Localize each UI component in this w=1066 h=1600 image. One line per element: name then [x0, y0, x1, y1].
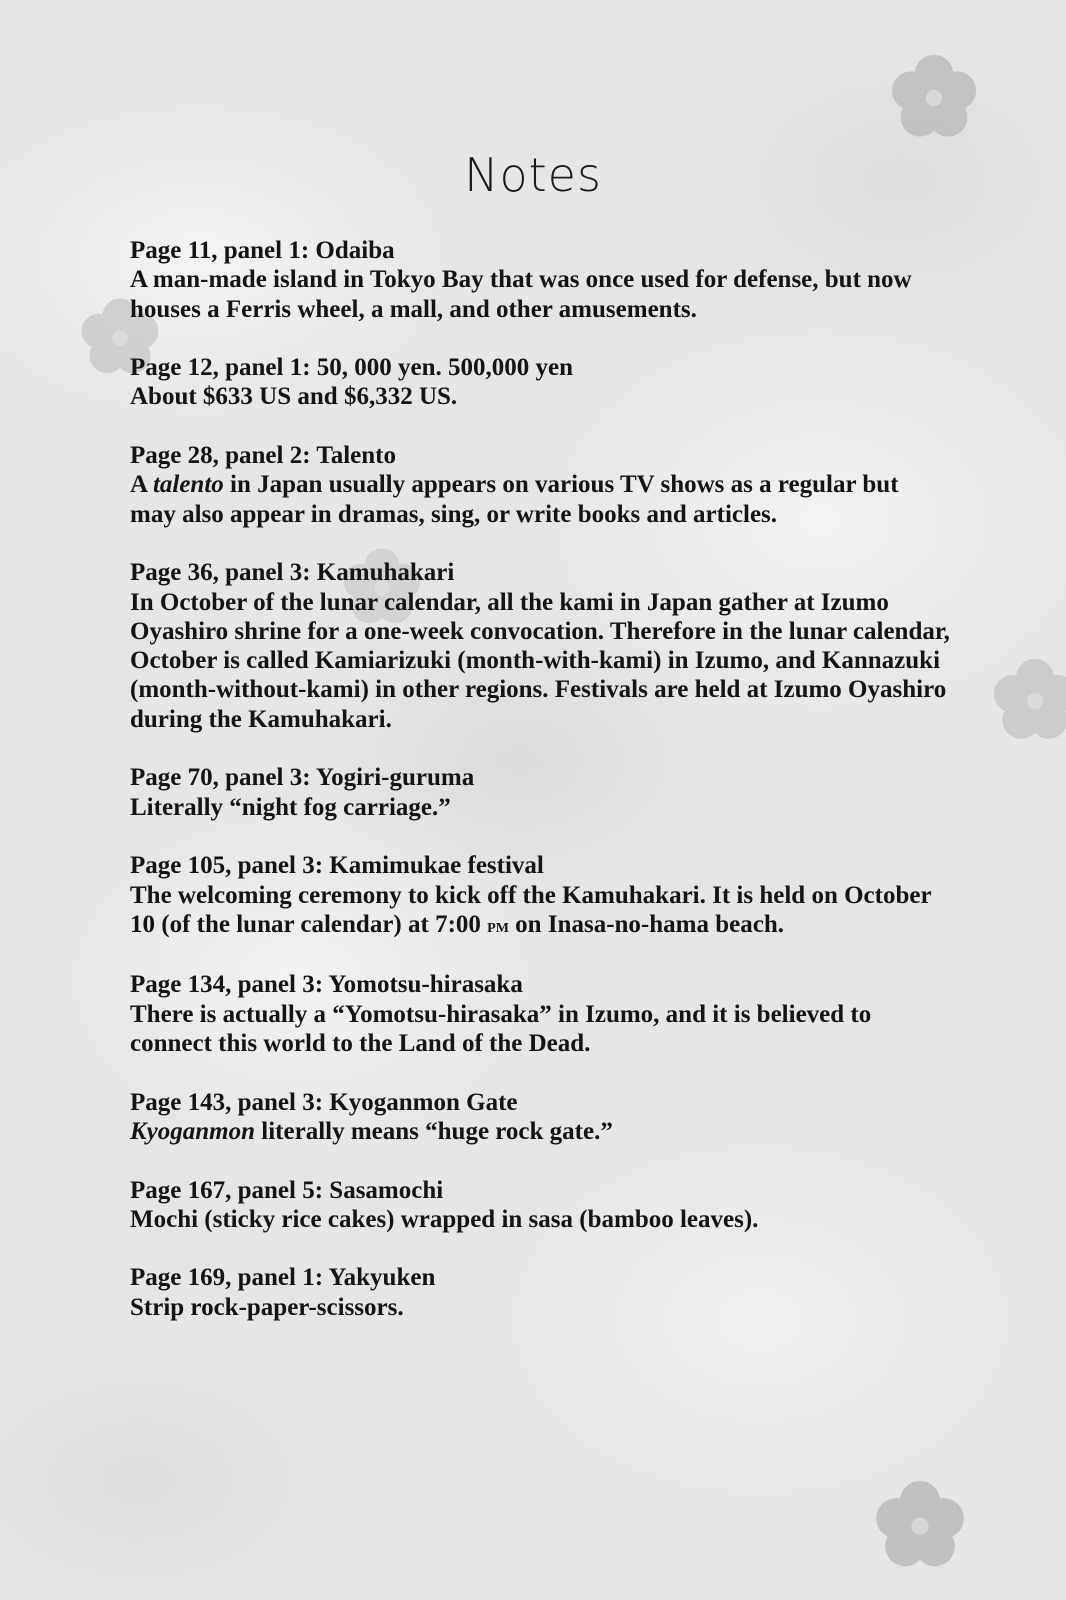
note-body-text: in Japan usually appears on various TV shows as a regular but may also appear in dramas, sing, or write books and articles. — [130, 471, 899, 528]
note-body: About $633 US and $6,332 US. — [130, 383, 458, 411]
note-heading: Page 105, panel 3: Kamimukae festival — [130, 852, 544, 880]
note-entry — [130, 970, 950, 1058]
note-body-italic: talento — [152, 471, 224, 499]
note-entry — [130, 1263, 950, 1322]
note-heading: Page 134, panel 3: Yomotsu-hirasaka — [130, 971, 523, 999]
note-entry — [130, 353, 950, 412]
note-body: Literally “night fog carriage.” — [130, 793, 451, 821]
note-entry — [130, 1088, 950, 1147]
flower-icon — [990, 656, 1066, 746]
note-body — [130, 881, 950, 942]
note-heading: Page 11, panel 1: Odaiba — [130, 237, 395, 264]
note-entry — [130, 1176, 950, 1235]
note-body — [130, 470, 950, 529]
note-body-text: literally means “huge rock gate.” — [255, 1117, 613, 1145]
note-entry — [130, 236, 950, 324]
note-heading: Page 70, panel 3: Yogiri-guruma — [130, 764, 475, 792]
note-body: Strip rock-paper-scissors. — [130, 1293, 404, 1321]
note-body-italic: Kyoganmon — [130, 1117, 256, 1145]
note-heading: Page 28, panel 2: Talento — [130, 442, 396, 470]
note-body-text: on Inasa-no-hama beach. — [508, 910, 784, 938]
flower-icon — [888, 52, 980, 144]
notes-list — [130, 236, 950, 1322]
note-heading: Page 12, panel 1: 50, 000 yen. 500,000 yen — [130, 354, 574, 382]
page-title: Notes — [464, 148, 602, 202]
note-body-text: A — [130, 471, 153, 499]
note-body: A man-made island in Tokyo Bay that was once used for defense, but now houses a Ferris wheel, a mall, and other amusements. — [130, 266, 912, 323]
note-heading: Page 143, panel 3: Kyoganmon Gate — [130, 1088, 518, 1116]
note-entry — [130, 763, 950, 822]
note-body-text: The welcoming ceremony to kick off the Kamuhakari. It is held on October 10 (of the lunar calendar) at 7:00 — [130, 881, 932, 938]
note-heading: Page 36, panel 3: Kamuhakari — [130, 559, 455, 587]
flower-icon — [872, 1478, 968, 1574]
note-heading: Page 167, panel 5: Sasamochi — [130, 1176, 444, 1204]
note-heading: Page 169, panel 1: Yakyuken — [130, 1264, 436, 1292]
note-entry — [130, 558, 950, 734]
note-body: In October of the lunar calendar, all the kami in Japan gather at Izumo Oyashiro shrine for a one-week convocation. Therefore in the lunar calendar, October is called Kamiarizuki (month-with-kami) in Izumo, and Kannazuki (month-without-kami) in other regions. Festivals are held at Izumo Oyashiro during the Kamuhakari. — [130, 588, 950, 733]
note-body-smallcaps: pm — [487, 914, 509, 937]
note-body: There is actually a “Yomotsu-hirasaka” in Izumo, and it is believed to connect this world to the Land of the Dead. — [130, 1000, 872, 1058]
note-entry — [130, 441, 950, 529]
note-entry — [130, 851, 950, 941]
note-body: Mochi (sticky rice cakes) wrapped in sasa (bamboo leaves). — [130, 1205, 759, 1233]
note-body — [130, 1117, 950, 1146]
